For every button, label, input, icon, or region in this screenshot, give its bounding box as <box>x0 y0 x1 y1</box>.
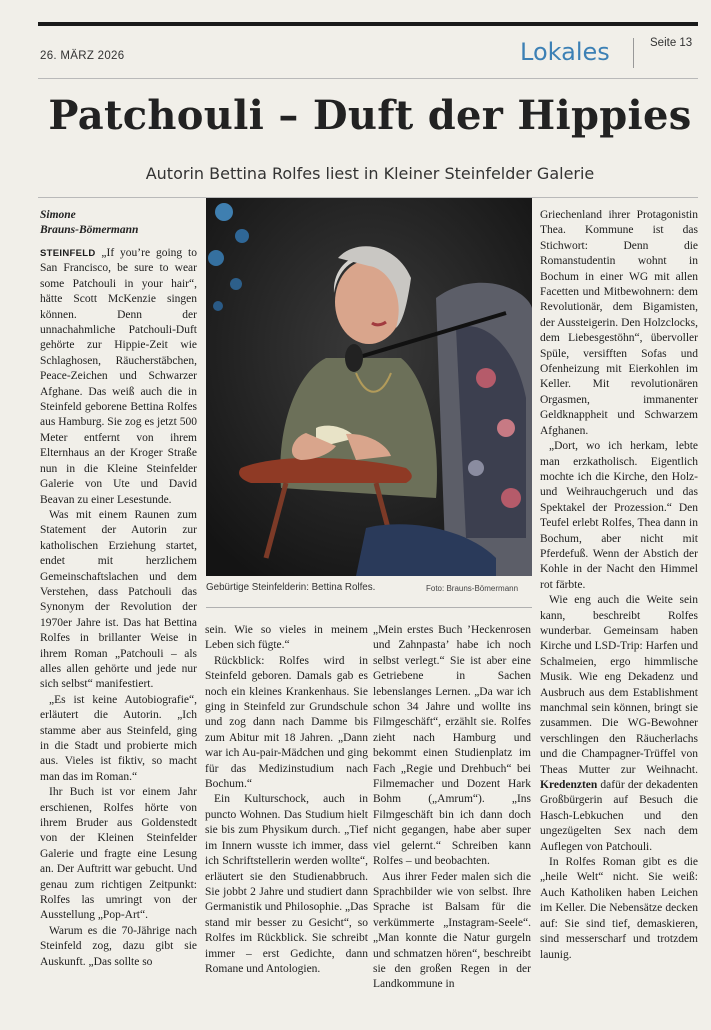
article-column-1 <box>40 208 197 970</box>
paragraph: Griechenland ihrer Protagonistin Thea. Kommune ist das Stichwort: Denn die Romanstudentin wohnt in Bochum in einer WG mit allen Facetten und Mitbewohnern: dem Revolutionär, dem Bigamisten, der Aussteigerin. Den Holzclocks, dem Liebesgestöhn“, übervoller Spüle, versifften Sofas und Ofenheizung mit Eierkohlen im Keller. Mit revolutionären Orgasmen, immanenter Geldknappheit und Schwarzem Afghanen. <box>540 209 698 437</box>
article-column-2 <box>205 623 368 977</box>
bold-word: Kredenzten <box>540 779 598 792</box>
paragraph: Warum es die 70-Jährige nach Steinfeld zog, dazu gibt sie Auskunft. „Das sollte so <box>40 924 197 968</box>
author-byline <box>40 208 197 238</box>
section-title: Lokales <box>520 38 610 66</box>
paragraph: Aus ihrer Feder malen sich die Sprachbilder wie von selbst. Ihre Sprache ist Balsam für die verkümmerte „Instagram-Seele“. „Man konnte die Natur gurgeln und schmatzen hören“, beschreibt sie den großen Regen in der Landkommune in <box>373 870 531 991</box>
photo-caption: Gebürtige Steinfelderin: Bettina Rolfes. <box>206 582 376 593</box>
paragraph: Rückblick: Rolfes wird in Steinfeld geboren. Damals gab es noch ein kleines Krankenhaus. Sie ging in Steinfeld zur Grundschule und zog dann nach Damme bis zum Abitur mit 18 Jahren. „Dann war ich Au-pair-Mädchen und ging für das Medizinstudium nach Bochum.“ <box>205 654 368 791</box>
header-rule <box>38 78 698 79</box>
paragraph-text: dafür der dekadenten Großbürgerin auf Besuch die Hasch-Lebkuchen und den ungezügelten Sex nach dem Auflegen von Patchouli. <box>540 779 698 853</box>
paragraph <box>540 593 698 855</box>
paragraph: Was mit einem Raunen zum Statement der Autorin zur katholischen Erziehung startet, endet mit herzlichem Gemeinschaftslachen und dem Verstehen, dass Patchouli das Synonym der Revolution der 1970er Jahre ist. Das hat Bettina Rolfes in brillanter Weise in ihrem Roman „Patchouli – als alles allen gehörte und jede nur sich selbst“ manifestiert. <box>40 508 197 691</box>
issue-date: 26. MÄRZ 2026 <box>40 50 125 62</box>
paragraph-text: Wie eng auch die Weite sein kann, beschreibt Rolfes wunderbar. Gemeinsam haben Kirche und LSD-Trip: Harfen und Schalmeien, ergo himmlische Musik. Wie eng Dekadenz und Ausbruch aus dem Establishment manchmal sein können, bringt sie zusammen. Die WG-Bewohner verschlingen den Räucherlachs und die Champagner-Trüffel von Theas Mutter zur Weihnacht. <box>540 594 698 776</box>
page-number: Seite 13 <box>650 37 693 49</box>
article-column-4 <box>540 208 698 963</box>
author-lastname: Brauns-Bömermann <box>40 224 139 236</box>
paragraph: „Es ist keine Autobiografie“, erläutert die Autorin. „Ich stamme aber aus Steinfeld, ging in die Stadt und probierte mich aus. Vieles ist fiktiv, so macht man das im Roman.“ <box>40 693 197 783</box>
photo-credit: Foto: Brauns-Bömermann <box>426 584 519 593</box>
article-photo <box>206 198 532 576</box>
subheadline: Autorin Bettina Rolfes liest in Kleiner Steinfelder Galerie <box>145 164 595 183</box>
paragraph: „Dort, wo ich herkam, lebte man erzkatholisch. Eigentlich mochte ich die Kirche, den Holz- und Weihrauchgeruch und das Spektakel der Prozession.“ Den Teufel erlebt Rolfes, Thea dann in Bochum, aber nicht mit Pferdefuß. Wenn der Abstich der Kohle in der Nacht den Himmel rot färbte. <box>540 440 698 591</box>
paragraph: „Mein erstes Buch ’Heckenrosen und Zahnpasta’ habe ich noch selbst verlegt.“ Sie ist aber eine Getriebene in Sachen lebenslanges Lernen. „Da war ich schon 34 Jahre und wollte ins Filmgeschäft“, erzählt sie. Rolfes zieht nach Hamburg und bekommt einen Studienplatz im Fach „Regie und Drehbuch“ bei Filmemacher und Dozent Hark Bohm („Amrum“). „Ins Filmgeschäft bin ich dann doch nicht gegangen, habe aber super viel gelernt.“ Schreiben kann Rolfes – und beobachten. <box>373 624 531 868</box>
dateline: STEINFELD <box>40 248 96 259</box>
author-firstname: Simone <box>40 209 76 221</box>
paragraph: Ein Kulturschock, auch in puncto Wohnen. Das Studium hielt sie bis zum Physikum durch. „Tief im Innern wusste ich immer, dass ich Schriftstellerin werden wollte“, erläutert sie den Studienabbruch. Sie jobbt 2 Jahre und studiert dann Germanistik und Philosophie. „Das stand mir besser zu Gesicht“, so Rolfes im Rückblick. Sie schreibt immer – erst Gedichte, dann Romane und Antologien. <box>205 793 368 975</box>
paragraph: Ihr Buch ist vor einem Jahr erschienen, Rolfes hörte von ihrem Bruder aus Goldenstedt von der Kleinen Steinfelder Galerie und fragte eine Lesung an. Der Auftritt war gebucht. Und genau zum richtigen Zeitpunkt: Rolfes las umringt von der Ausstellung „Pop-Art“. <box>40 786 197 922</box>
paragraph: sein. Wie so vieles in meinem Leben sich fügte.“ <box>205 624 368 652</box>
paragraph: In Rolfes Roman gibt es die „heile Welt“ nicht. Sie weiß: Auch Katholiken haben Leichen im Keller. Die Nebensätze decken auf: Sie sind tief, demaskieren, sind messerscharf und trotzdem launig. <box>540 856 698 961</box>
top-rule <box>38 22 698 26</box>
paragraph <box>40 246 197 508</box>
paragraph-text: „If you’re going to San Francisco, be sure to wear some Patchouli in your hair“, hätte Scott McKenzie singen können. Denn der unnachahmliche Patchouli-Duft gehörte zur Hippie-Zeit wie Schlaghosen, Räucherstäbchen, Peace-Zeichen und Schwarzer Afghane. Das weiß auch die in Steinfeld geborene Bettina Rolfes aus Hamburg. Sie zog es jetzt 500 Meter entfernt von ihrem Elternhaus an der Kroger Straße nun in die Kleine Steinfelder Galerie von Ute und David Beavan zu einer Lesestunde. <box>40 247 198 506</box>
article-column-3 <box>373 623 531 993</box>
headline: Patchouli – Duft der Hippies <box>48 92 692 139</box>
header-divider <box>633 38 634 68</box>
caption-rule <box>206 607 532 608</box>
photo-author-reading <box>206 198 532 576</box>
